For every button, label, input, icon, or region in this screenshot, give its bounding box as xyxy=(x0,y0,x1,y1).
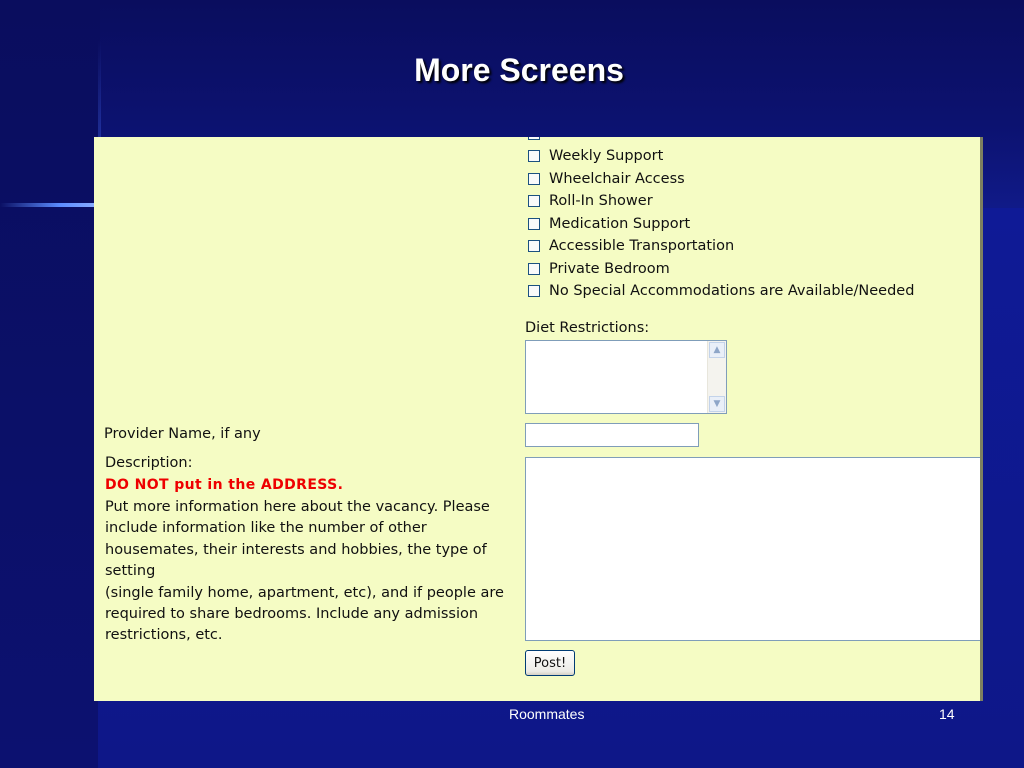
provider-name-label: Provider Name, if any xyxy=(104,426,261,442)
checkbox-label: Wheelchair Access xyxy=(549,170,685,187)
checkbox[interactable] xyxy=(528,263,540,275)
checkbox[interactable] xyxy=(528,240,540,252)
diet-restrictions-label: Diet Restrictions: xyxy=(525,320,650,336)
description-help-line: Put more information here about the vacancy. Please xyxy=(105,499,490,515)
checkbox-row-wheelchair-access[interactable] xyxy=(528,168,914,191)
checkbox[interactable] xyxy=(528,150,540,162)
slide-footer: Roommates xyxy=(509,706,585,722)
scroll-down-icon[interactable]: ▼ xyxy=(709,396,725,412)
checkbox-label: Medication Support xyxy=(549,215,691,232)
diet-restrictions-textarea[interactable] xyxy=(525,340,727,414)
checkbox[interactable] xyxy=(528,195,540,207)
checkbox[interactable] xyxy=(528,137,540,140)
checkbox-row-medication-support[interactable] xyxy=(528,213,914,236)
post-button[interactable]: Post! xyxy=(525,650,575,676)
description-warning: DO NOT put in the ADDRESS. xyxy=(105,477,344,493)
scrollbar[interactable] xyxy=(707,341,726,413)
checkbox-row-accessible-transportation[interactable] xyxy=(528,235,914,258)
description-help-line: setting xyxy=(105,563,156,580)
checkbox-row-private-bedroom[interactable] xyxy=(528,258,914,281)
description-label: Description: xyxy=(105,455,193,471)
accommodations-checkbox-list xyxy=(528,137,914,303)
description-help-line: (single family home, apartment, etc), and if people are xyxy=(105,584,504,601)
checkbox[interactable] xyxy=(528,285,540,297)
checkbox-label: Private Bedroom xyxy=(549,260,670,277)
checkbox[interactable] xyxy=(528,173,540,185)
checkbox-row-clipped[interactable] xyxy=(528,137,914,145)
slide-page-number: 14 xyxy=(939,706,955,722)
description-help-text xyxy=(105,497,505,647)
form-screenshot xyxy=(94,137,982,701)
description-help-line: housemates, their interests and hobbies, the type of xyxy=(105,541,487,558)
slide-title: More Screens xyxy=(414,52,624,88)
screenshot-right-edge xyxy=(980,137,983,701)
checkbox[interactable] xyxy=(528,218,540,230)
checkbox-label: Weekly Support xyxy=(549,148,664,165)
checkbox-row-no-special-accommodations[interactable] xyxy=(528,280,914,303)
description-help-line: required to share bedrooms. Include any admission xyxy=(105,606,479,623)
checkbox-label: Accessible Transportation xyxy=(549,238,735,255)
description-help-line: restrictions, etc. xyxy=(105,627,223,644)
decorative-horizontal-line xyxy=(0,203,100,207)
scroll-up-icon[interactable]: ▲ xyxy=(709,342,725,358)
description-textarea[interactable] xyxy=(525,457,981,641)
checkbox-row-roll-in-shower[interactable] xyxy=(528,190,914,213)
provider-name-input[interactable] xyxy=(525,423,699,447)
checkbox-row-weekly-support[interactable] xyxy=(528,145,914,168)
description-help-line: include information like the number of other xyxy=(105,520,427,537)
slide-background-left xyxy=(0,0,100,768)
checkbox-label: Roll-In Shower xyxy=(549,193,653,210)
checkbox-label: No Special Accommodations are Available/Needed xyxy=(549,283,915,300)
